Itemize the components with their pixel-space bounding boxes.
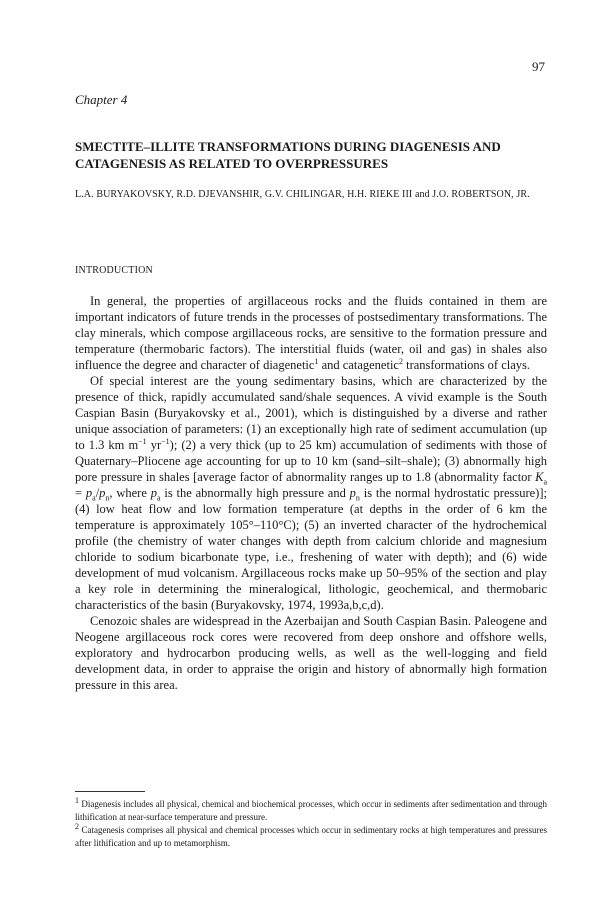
paragraph: Cenozoic shales are widespread in the Azerbaijan and South Caspian Basin. Paleogene and Neogene argillaceous rock cores were recovered from deep onshore and offshore wells, exploratory and hydrocarbon producing wells, as well as the well-logging and field development data, in order to appraise the origin and history of abnormally high formation pressure in this area. [75,614,547,692]
footnote-mark: 2 [75,822,79,831]
paragraph: In general, the properties of argillaceous rocks and the fluids contained in them are important indicators of future trends in the processes of postsedimentary transformations. The clay minerals, which compose argillaceous rocks, are sensitive to the formation pressure and temperature (thermobaric factors). The interstitial fluids (water, oil and gas) in shales also influence the degree and character of diagenetic$^1$ and catagenetic$^2$ transformations of clays. [75,294,547,372]
footnote: $^1$ Diagenesis includes all physical, chemical and biochemical processes, which occur in sediments after sedimentation and through lithification at near-surface temperature and pressure. [75,796,547,822]
footnote-ref[interactable]: 1 [314,356,319,366]
paragraph: Of special interest are the young sedimentary basins, which are characterized by the presence of thick, rapidly accumulated sand/shale sequences. A vivid example is the South Caspian Basin (Buryakovsky et al., 2001), which is distinguished by a diverse and rather unique association of parameters: (1) an exceptionally high rate of sediment accumulation (up to 1.3 km $m^{-1}$ $yr^{-1}$); (2) a very thick (up to 25 km) accumulation of sediments with those of Quaternary–Pliocene age accounting for up to 10 km (sand–silt–shale); (3) abnormally high pore pressure in shales [average factor of abnormality ranges up to 1.8 (abnormality factor $K_a = p_a/p_n$, where $p_a$ is the abnormally high pressure and $p_n$ is the normal hydrostatic pressure)]; (4) low heat flow and low formation temperature (at depths in the order of 6 km the temperature is approximately 105°–110°C); (5) an inverted character of the hydrochemical profile (the chemistry of water changes with depth from calcium chloride and magnesium chloride to sodium bicarbonate type, i.e., freshening of water with depth); and (6) wide development of mud volcanism. Argillaceous rocks make up 50–95% of the section and play a key role in determining the mineralogical, lithologic, geochemical, and thermobaric characteristics of the basin (Buryakovsky, 1974, 1993a,b,c,d). [75,374,548,612]
footnote: $^2$ Catagenesis comprises all physical and chemical processes which occur in sedimentary rocks at high temperatures and pressures after lithification and up to metamorphism. [75,822,547,848]
chapter-label: Chapter 4 [75,92,128,107]
author-list: L.A. BURYAKOVSKY, R.D. DJEVANSHIR, G.V. CHILINGAR, H.H. RIEKE III and J.O. ROBERTSON, JR. [75,189,530,200]
footnotes [75,798,547,850]
body-text [75,293,547,693]
footnote-mark: 1 [75,796,79,805]
footnote-divider [75,791,145,792]
page-number: 97 [532,59,545,74]
chapter-title: SMECTITE–ILLITE TRANSFORMATIONS DURING DIAGENESIS AND CATAGENESIS AS RELATED TO OVERPRESSURES [75,139,501,171]
footnote-ref[interactable]: 2 [398,356,403,366]
section-heading: INTRODUCTION [75,265,153,276]
